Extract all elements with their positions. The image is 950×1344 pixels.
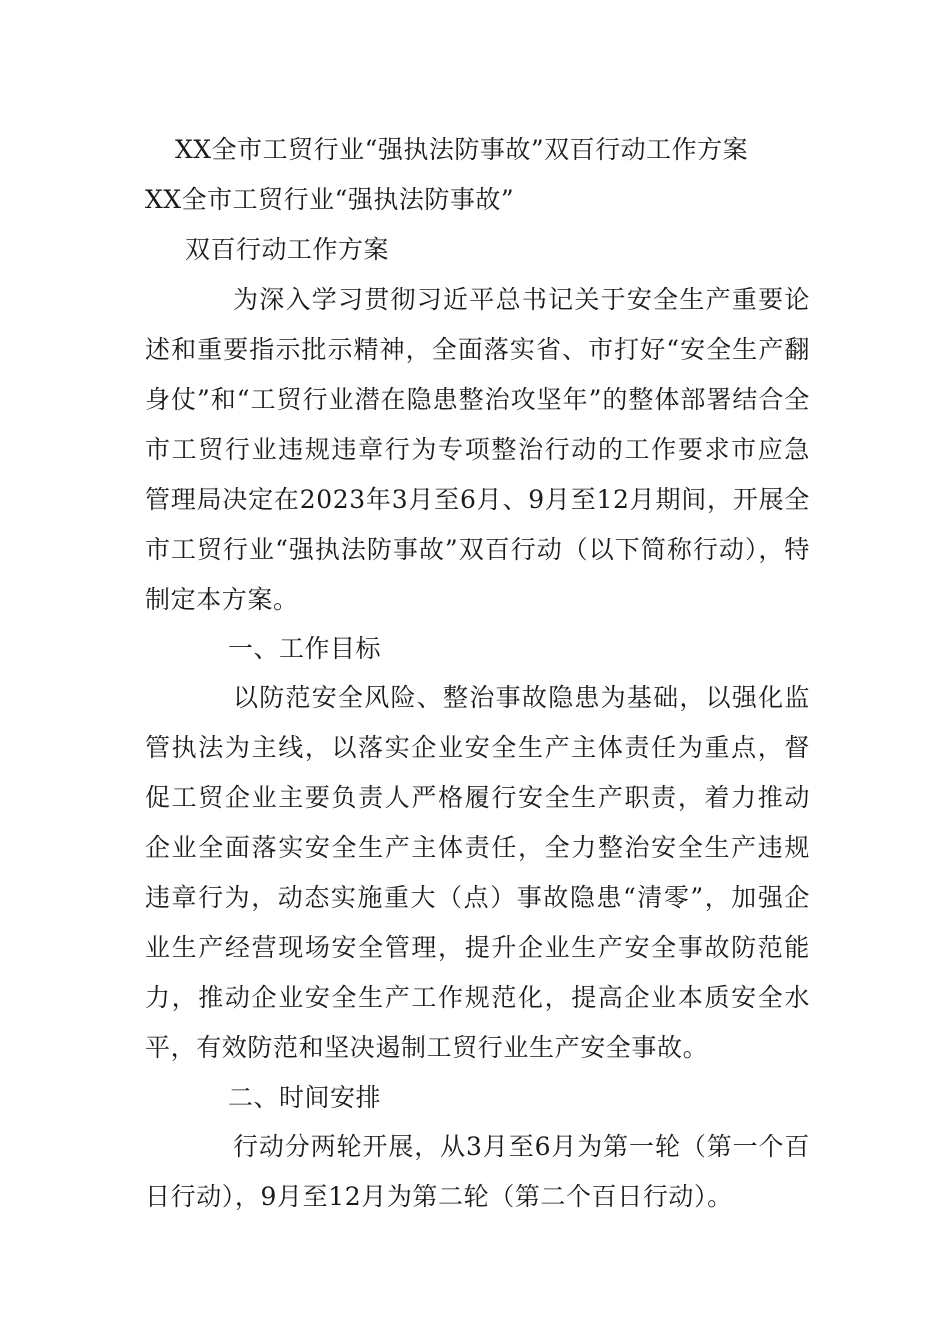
document-title-part2: 双百行动工作方案 [185,235,390,264]
section2-paragraph: 行动分两轮开展，从3月至6月为第一轮（第一个百日行动），9月至12月为第二轮（第二个百日行动）。 [145,1132,810,1211]
section1-heading: 一、工作目标 [228,634,382,663]
document-title-part1: XX全市工贸行业“强执法防事故” [145,185,515,214]
document-title-line: XX全市工贸行业“强执法防事故”双百行动工作方案 [175,135,749,164]
section2-heading: 二、时间安排 [228,1083,382,1112]
section1-paragraph: 以防范安全风险、整治事故隐患为基础，以强化监管执法为主线，以落实企业安全生产主体责任为重点，督促工贸企业主要负责人严格履行安全生产职责，着力推动企业全面落实安全生产主体责任，全力整治安全生产违规违章行为，动态实施重大（点）事故隐患“清零”，加强企业生产经营现场安全管理，提升企业生产安全事故防范能力，推动企业安全生产工作规范化，提高企业本质安全水平，有效防范和坚决遏制工贸行业生产安全事故。 [145,683,810,1062]
intro-paragraph: 为深入学习贯彻习近平总书记关于安全生产重要论述和重要指示批示精神，全面落实省、市打好“安全生产翻身仗”和“工贸行业潜在隐患整治攻坚年”的整体部署结合全市工贸行业违规违章行为专项整治行动的工作要求市应急管理局决定在2023年3月至6月、9月至12月期间，开展全市工贸行业“强执法防事故”双百行动（以下简称行动），特制定本方案。 [145,285,810,614]
